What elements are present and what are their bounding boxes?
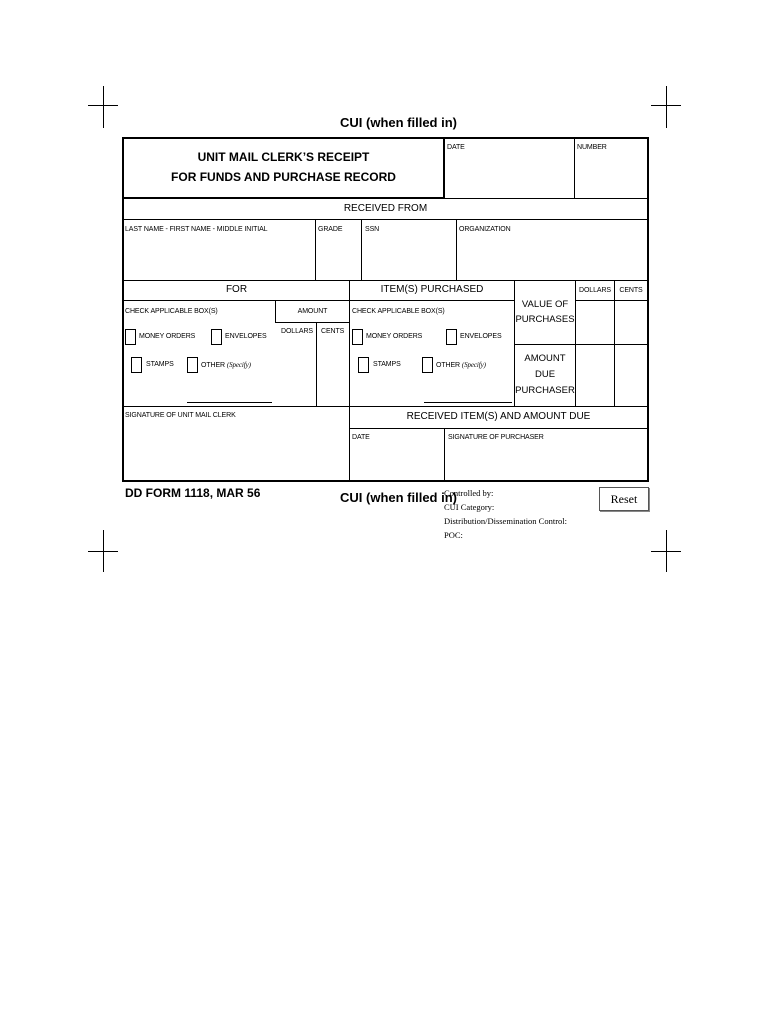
items-envelopes-label: ENVELOPES [460,333,502,340]
items-other-text: OTHER [436,362,461,369]
right-cents-label: CENTS [619,287,643,294]
form-identifier: DD FORM 1118, MAR 56 [125,486,261,500]
poc-label: POC: [444,530,463,540]
for-cents-field[interactable] [318,342,348,404]
items-money-orders-checkbox[interactable] [352,329,363,345]
value-of-purchases-line2: PURCHASES [515,314,575,325]
for-dollars-field[interactable] [277,342,315,404]
items-other-checkbox[interactable] [422,357,433,373]
amount-due-line1: AMOUNT [524,353,566,364]
amount-label: AMOUNT [297,308,328,315]
amount-due-purchaser-label [515,351,575,399]
items-specify-text: (Specify) [461,361,486,369]
form-title-line1: UNIT MAIL CLERK’S RECEIPT [197,150,370,164]
for-check-boxes-label: CHECK APPLICABLE BOX(S) [125,308,218,315]
for-other-specify-field[interactable] [187,386,272,401]
value-cents-field[interactable] [616,302,646,343]
for-stamps-label: STAMPS [146,361,174,368]
for-dollars-label: DOLLARS [281,328,313,335]
amount-due-line3: PURCHASER [515,385,575,396]
items-envelopes-checkbox[interactable] [446,329,457,345]
date-field[interactable] [446,155,573,195]
grade-field[interactable] [317,238,360,278]
items-stamps-label: STAMPS [373,361,401,368]
for-other-specify-line [187,402,272,403]
for-money-orders-checkbox[interactable] [125,329,136,345]
items-other-label [436,361,486,369]
for-heading: FOR [225,284,248,295]
cui-marking-bottom: CUI (when filled in) [340,490,457,505]
cui-category-label: CUI Category: [444,502,495,512]
received-items-heading: RECEIVED ITEM(S) AND AMOUNT DUE [406,411,591,422]
number-label: NUMBER [577,144,607,151]
reset-button[interactable]: Reset [599,487,649,511]
grade-label: GRADE [318,226,343,233]
name-field[interactable] [125,238,313,278]
purchaser-signature-label: SIGNATURE OF PURCHASER [448,434,544,441]
organization-label: ORGANIZATION [459,226,511,233]
clerk-signature-field[interactable] [125,424,347,478]
items-check-boxes-label: CHECK APPLICABLE BOX(S) [352,308,445,315]
number-field[interactable] [576,155,646,195]
controlled-by-label: Controlled by: [444,488,494,498]
form-title [124,147,443,187]
items-money-orders-label: MONEY ORDERS [366,333,423,340]
cui-marking-top: CUI (when filled in) [340,115,457,130]
for-other-text: OTHER [201,362,226,369]
received-from-heading: RECEIVED FROM [343,203,428,214]
for-envelopes-label: ENVELOPES [225,333,267,340]
for-other-label [201,361,251,369]
ssn-field[interactable] [363,238,455,278]
date-label: DATE [447,144,465,151]
ssn-label: SSN [365,226,380,233]
due-cents-field[interactable] [616,346,646,405]
for-specify-text: (Specify) [226,361,251,369]
for-envelopes-checkbox[interactable] [211,329,222,345]
for-cents-label: CENTS [321,328,345,335]
purchase-date-label: DATE [352,434,370,441]
cui-designation-block [444,486,567,542]
amount-due-line2: DUE [534,369,556,380]
right-dollars-label: DOLLARS [579,287,611,294]
purchase-date-field[interactable] [351,446,443,478]
clerk-signature-label: SIGNATURE OF UNIT MAIL CLERK [125,412,236,419]
for-stamps-checkbox[interactable] [131,357,142,373]
for-other-checkbox[interactable] [187,357,198,373]
items-other-specify-field[interactable] [424,386,512,401]
items-stamps-checkbox[interactable] [358,357,369,373]
items-purchased-heading: ITEM(S) PURCHASED [380,284,484,295]
value-of-purchases-label [515,297,575,327]
value-of-purchases-line1: VALUE OF [521,299,569,310]
distribution-control-label: Distribution/Dissemination Control: [444,516,568,526]
for-money-orders-label: MONEY ORDERS [139,333,196,340]
due-dollars-field[interactable] [577,346,613,405]
organization-field[interactable] [458,238,646,278]
name-label: LAST NAME - FIRST NAME - MIDDLE INITIAL [125,226,268,233]
value-dollars-field[interactable] [577,302,613,343]
purchaser-signature-field[interactable] [446,446,646,478]
items-other-specify-line [424,402,512,403]
form-title-line2: FOR FUNDS AND PURCHASE RECORD [171,170,396,184]
